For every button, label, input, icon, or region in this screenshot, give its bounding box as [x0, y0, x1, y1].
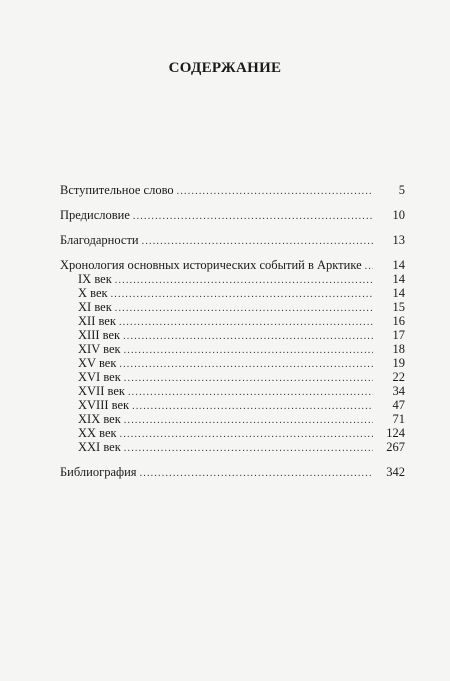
toc-entry-label: XXI век: [78, 440, 121, 454]
toc-subentry: [60, 342, 405, 356]
leader-dots: [119, 316, 373, 330]
toc-page-number: 17: [392, 328, 405, 342]
leader-dots: [119, 358, 373, 372]
toc-entry-introduction: [60, 183, 405, 197]
toc-entry-preface: [60, 208, 405, 222]
toc-entry-label: XV век: [78, 356, 117, 370]
toc-page-number: 267: [386, 440, 405, 454]
toc-page-number: 10: [392, 208, 405, 222]
toc-subentry: [60, 286, 405, 300]
toc-page-number: 13: [392, 233, 405, 247]
toc-entry-label: XX век: [78, 426, 117, 440]
leader-dots: [365, 260, 373, 274]
toc-page-number: 34: [392, 384, 405, 398]
toc-page-number: 14: [392, 286, 405, 300]
toc-entry-label: IX век: [78, 272, 112, 286]
toc-entry-label: XVIII век: [78, 398, 130, 412]
toc-entry-label: Хронология основных исторических событий в Арктике: [60, 258, 362, 272]
leader-dots: [123, 330, 373, 344]
toc-subentry: [60, 300, 405, 314]
leader-dots: [177, 185, 373, 199]
toc-page-number: 19: [392, 356, 405, 370]
toc-entry-label: XIV век: [78, 342, 121, 356]
toc-entry-label: Библиография: [60, 465, 137, 479]
toc-page-number: 124: [386, 426, 405, 440]
toc-entry-bibliography: [60, 465, 405, 479]
toc-subentry: [60, 384, 405, 398]
toc-entry-label: XVII век: [78, 384, 125, 398]
toc-entry-chronology: [60, 258, 405, 272]
toc-subentry: [60, 426, 405, 440]
leader-dots: [124, 442, 373, 456]
toc-page-number: 14: [392, 258, 405, 272]
toc-subentry: [60, 328, 405, 342]
toc-page-number: 18: [392, 342, 405, 356]
toc-entry-label: XII век: [78, 314, 116, 328]
toc-page-number: 47: [392, 398, 405, 412]
toc-entry-acknowledgements: [60, 233, 405, 247]
page-title: СОДЕРЖАНИЕ: [168, 60, 282, 76]
toc-entry-label: Вступительное слово: [60, 183, 174, 197]
leader-dots: [142, 235, 373, 249]
leader-dots: [120, 428, 373, 442]
leader-dots: [133, 210, 373, 224]
leader-dots: [124, 372, 373, 386]
toc-entry-label: XI век: [78, 300, 112, 314]
toc-entry-label: Благодарности: [60, 233, 139, 247]
toc-subentry: [60, 370, 405, 384]
leader-dots: [140, 467, 373, 481]
toc-page-number: 15: [392, 300, 405, 314]
leader-dots: [128, 386, 373, 400]
toc-page-number: 342: [386, 465, 405, 479]
toc-subentry: [60, 356, 405, 370]
toc-entry-label: X век: [78, 286, 108, 300]
leader-dots: [115, 274, 373, 288]
toc-subentry: [60, 314, 405, 328]
toc-subentry: [60, 440, 405, 454]
toc-page-number: 22: [392, 370, 405, 384]
toc-entry-label: XIII век: [78, 328, 121, 342]
toc-entry-label: Предисловие: [60, 208, 130, 222]
toc-subentry: [60, 272, 405, 286]
leader-dots: [124, 344, 373, 358]
leader-dots: [111, 288, 373, 302]
leader-dots: [124, 414, 373, 428]
toc-subentry: [60, 412, 405, 426]
toc-entry-label: XVI век: [78, 370, 121, 384]
leader-dots: [115, 302, 373, 316]
toc-page-number: 5: [398, 183, 405, 197]
leader-dots: [132, 400, 373, 414]
toc-entry-label: XIX век: [78, 412, 121, 426]
toc-page-number: 14: [392, 272, 405, 286]
table-of-contents: [60, 183, 405, 479]
toc-page-number: 71: [392, 412, 405, 426]
toc-subentry: [60, 398, 405, 412]
toc-page-number: 16: [392, 314, 405, 328]
